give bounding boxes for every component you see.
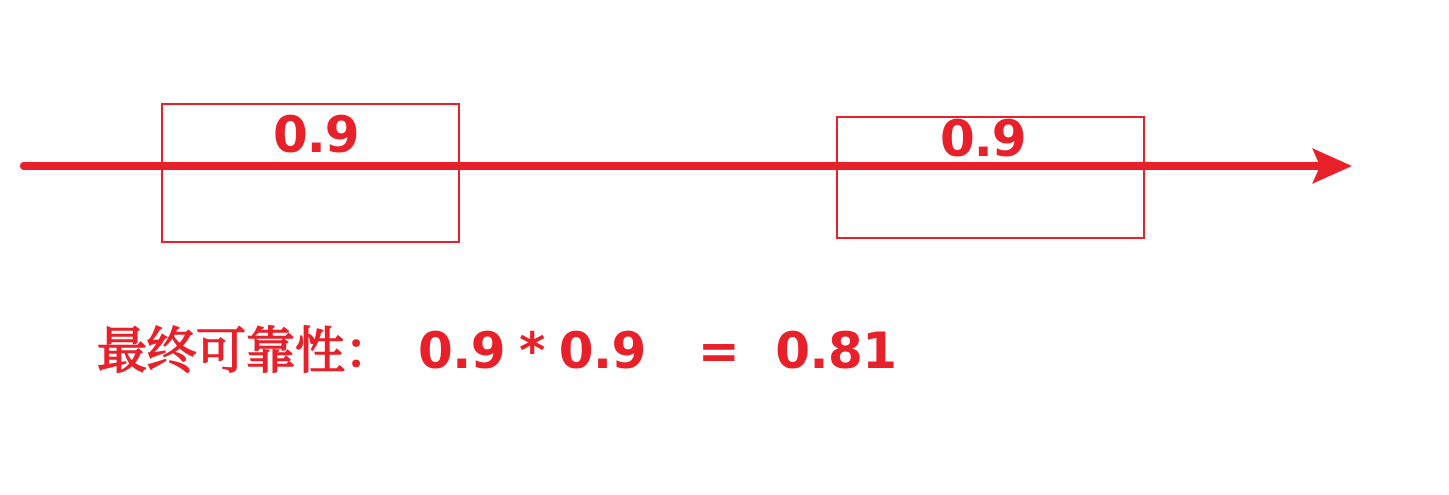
reliability-formula: [97, 322, 897, 380]
component-1-reliability: 0.9: [273, 106, 359, 164]
formula-term-1: 0.9: [418, 322, 506, 380]
formula-term-2: 0.9: [558, 322, 646, 380]
component-2-reliability: 0.9: [940, 110, 1026, 168]
formula-operator: *: [519, 322, 545, 380]
formula-result: 0.81: [775, 322, 897, 380]
formula-prefix: 最终可靠性：: [97, 322, 394, 380]
formula-equals: =: [697, 322, 740, 380]
